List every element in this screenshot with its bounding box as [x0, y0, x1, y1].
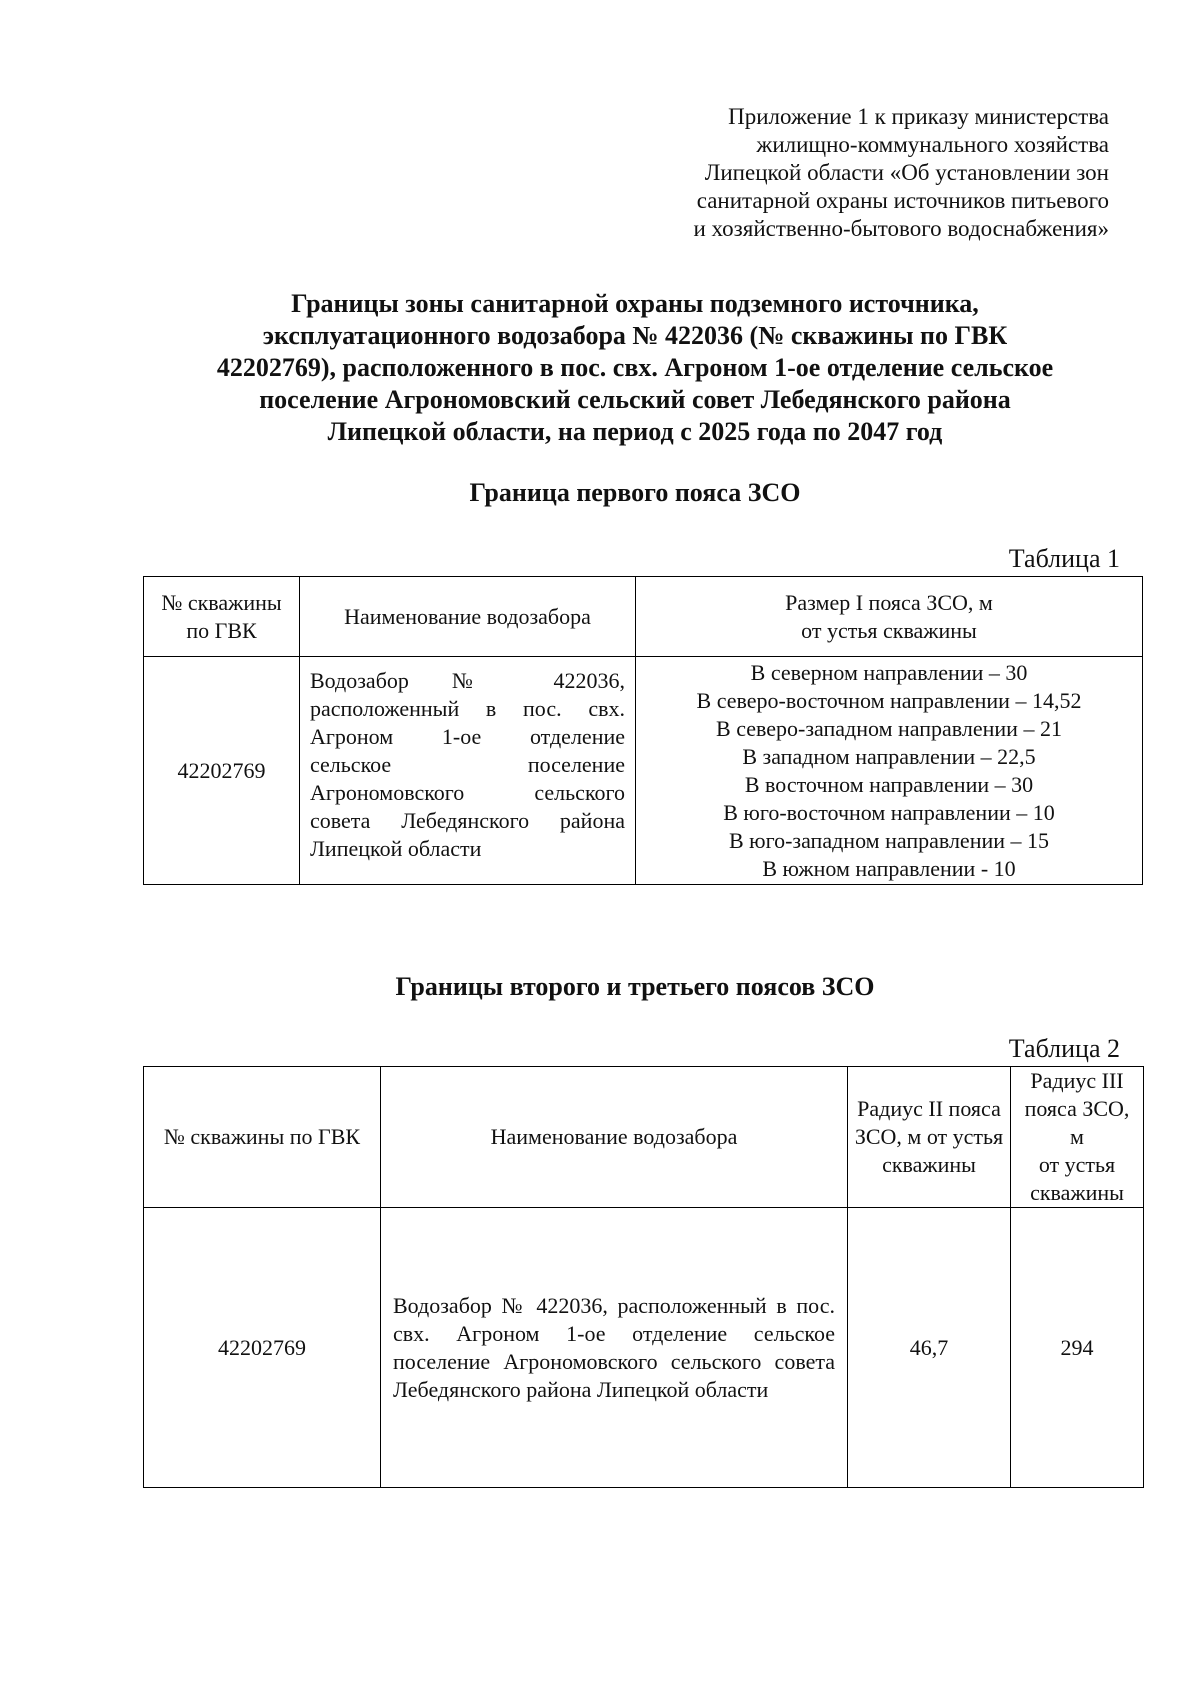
title-line: 42202769), расположенного в пос. свх. Агроном 1-ое отделение сельское — [216, 353, 1054, 382]
header-line: Радиус III — [1030, 1068, 1124, 1093]
header-line: м — [1070, 1124, 1084, 1149]
header-line: пояса ЗСО, — [1024, 1096, 1130, 1121]
appendix-line: Липецкой области «Об установлении зон — [704, 160, 1109, 185]
table2-cell-radius2: 46,7 — [848, 1208, 1011, 1488]
table2-cell-well: 42202769 — [144, 1208, 381, 1488]
direction-line: В юго-западном направлении – 15 — [728, 827, 1050, 853]
appendix-line: санитарной охраны источников питьевого — [696, 188, 1109, 213]
table2-header-name: Наименование водозабора — [381, 1067, 848, 1208]
table1-header-size — [636, 577, 1143, 657]
table2-label: Таблица 2 — [1008, 1034, 1120, 1063]
title-line: поселение Агрономовский сельский совет Лебедянского района — [259, 385, 1011, 414]
header-line: скважины — [1030, 1180, 1124, 1205]
title-line: Границы зоны санитарной охраны подземного источника, — [291, 289, 979, 318]
direction-line: В юго-восточном направлении – 10 — [723, 799, 1055, 825]
table1-row — [144, 657, 1143, 885]
table2-header-radius2: Радиус II пояса ЗСО, м от устья скважины — [848, 1067, 1011, 1208]
direction-line: В восточном направлении – 30 — [744, 771, 1034, 797]
header-line: от устья — [1038, 1152, 1116, 1177]
title-line: эксплуатационного водозабора № 422036 (№ скважины по ГВК — [262, 321, 1008, 350]
direction-line: В северо-восточном направлении – 14,52 — [696, 687, 1082, 713]
table2-header-well: № скважины по ГВК — [144, 1067, 381, 1208]
table2-cell-name: Водозабор № 422036, расположенный в пос. свх. Агроном 1-ое отделение сельское поселение Агрономовского сельского совета Лебедянского района Липецкой области — [381, 1208, 848, 1488]
table1-cell-directions — [636, 657, 1143, 885]
table-1 — [143, 576, 1143, 885]
appendix-line: Приложение 1 к приказу министерства — [728, 104, 1109, 129]
appendix-note — [693, 103, 1109, 243]
document-title — [140, 288, 1130, 448]
direction-line: В южном направлении - 10 — [762, 855, 1016, 881]
table-2 — [143, 1066, 1144, 1488]
header-line: Размер I пояса ЗСО, м — [785, 589, 993, 615]
table2-header-radius3 — [1011, 1067, 1144, 1208]
appendix-line: и хозяйственно-бытового водоснабжения» — [693, 216, 1109, 241]
direction-line: В северо-западном направлении – 21 — [716, 715, 1062, 741]
header-line: от устья скважины — [801, 617, 977, 643]
section2-title: Границы второго и третьего поясов ЗСО — [395, 972, 875, 1001]
table1-header-row — [144, 577, 1143, 657]
section1-title: Граница первого пояса ЗСО — [469, 478, 801, 507]
direction-line: В западном направлении – 22,5 — [742, 743, 1036, 769]
table2-header-row — [144, 1067, 1144, 1208]
table1-header-name: Наименование водозабора — [300, 577, 636, 657]
table1-label: Таблица 1 — [1008, 544, 1120, 573]
table2-row — [144, 1208, 1144, 1488]
title-line: Липецкой области, на период с 2025 года по 2047 год — [327, 417, 943, 446]
table1-cell-well: 42202769 — [144, 657, 300, 885]
table2-cell-radius3: 294 — [1011, 1208, 1144, 1488]
table1-cell-name: Водозабор № 422036, расположенный в пос. свх. Агроном 1-ое отделение сельское поселение Агрономовского сельского совета Лебедянского района Липецкой области — [300, 657, 636, 885]
appendix-line: жилищно-коммунального хозяйства — [756, 132, 1109, 157]
direction-line: В северном направлении – 30 — [750, 659, 1028, 685]
table1-header-well: № скважины по ГВК — [144, 577, 300, 657]
